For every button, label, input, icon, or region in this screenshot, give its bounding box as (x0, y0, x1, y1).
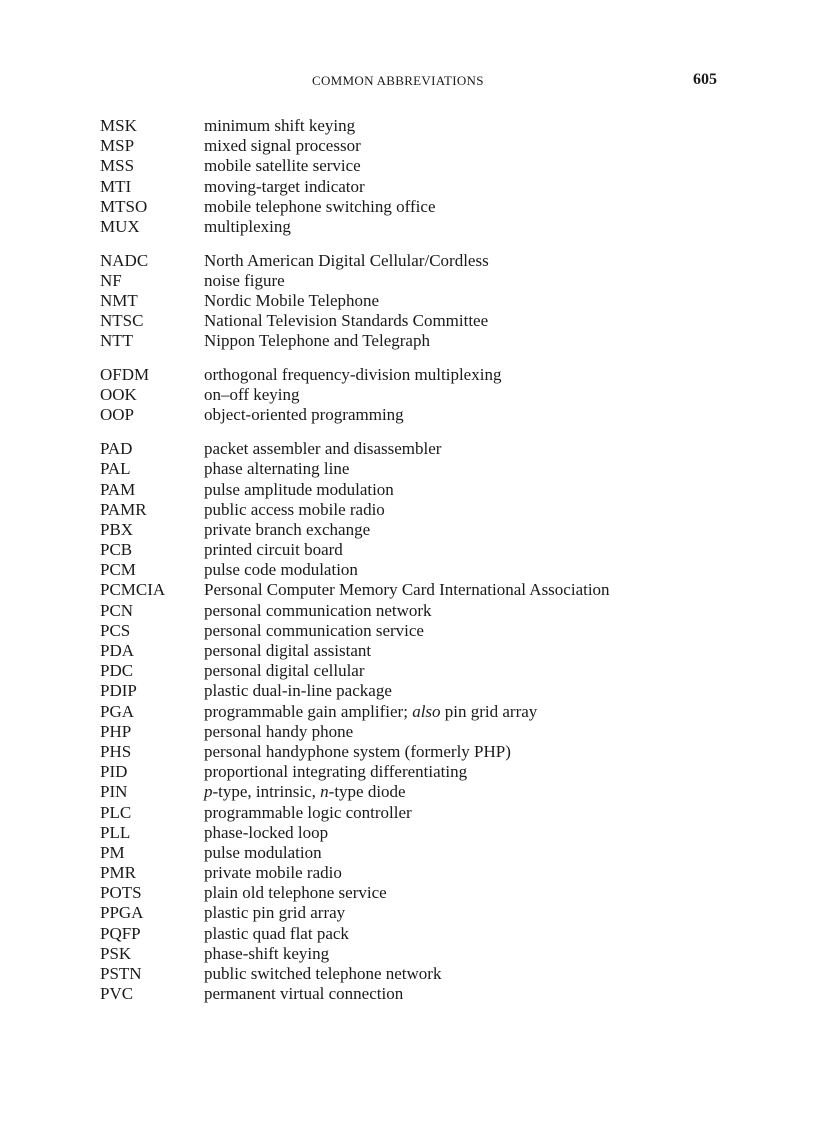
abbreviation-entry (100, 365, 760, 385)
abbreviation-term: MSS (100, 156, 135, 176)
abbreviation-definition: plastic quad flat pack (204, 923, 349, 943)
abbreviation-term: PAMR (100, 499, 147, 519)
abbreviation-definition: North American Digital Cellular/Cordless (204, 250, 489, 270)
abbreviation-entry (100, 197, 760, 217)
abbreviation-term: NF (100, 270, 122, 290)
abbreviation-entry (100, 782, 760, 802)
abbreviation-definition: mixed signal processor (204, 136, 361, 156)
abbreviation-definition: noise figure (204, 270, 285, 290)
page-number: 605 (693, 71, 717, 88)
abbreviation-entry (100, 843, 760, 863)
abbreviation-entry (100, 405, 760, 425)
abbreviation-definition: phase-locked loop (204, 822, 329, 842)
abbreviation-term: OOK (100, 385, 137, 405)
abbreviation-entry (100, 621, 760, 641)
abbreviation-entry (100, 291, 760, 311)
abbreviation-term: MUX (100, 216, 140, 236)
abbreviation-entry (100, 641, 760, 661)
abbreviation-definition: Nordic Mobile Telephone (204, 291, 380, 310)
abbreviation-definition: Personal Computer Memory Card International Association (204, 580, 610, 600)
abbreviation-definition: plain old telephone service (204, 883, 387, 903)
abbreviation-term: PIN (100, 782, 128, 802)
abbreviation-definition: object-oriented programming (204, 405, 404, 425)
abbreviation-definition: Nippon Telephone and Telegraph (204, 331, 430, 351)
definition-italic-part: p (204, 782, 213, 802)
abbreviation-list (100, 116, 760, 1018)
abbreviation-definition: packet assembler and disassembler (204, 439, 442, 459)
abbreviation-definition: personal digital assistant (204, 641, 372, 660)
definition-part: -type, intrinsic, (212, 782, 321, 802)
abbreviation-definition: personal communication service (204, 620, 424, 640)
abbreviation-term: OOP (100, 405, 135, 425)
abbreviation-definition: orthogonal frequency-division multiplexing (204, 365, 502, 385)
abbreviation-definition: public access mobile radio (204, 499, 385, 519)
abbreviation-entry (100, 540, 760, 560)
abbreviation-term: MTI (100, 176, 132, 196)
abbreviation-entry (100, 681, 760, 701)
abbreviation-group (100, 365, 760, 426)
abbreviation-definition: on–off keying (204, 385, 300, 405)
abbreviation-entry (100, 661, 760, 681)
abbreviation-entry (100, 331, 760, 351)
abbreviation-group (100, 439, 760, 1004)
abbreviation-definition: pulse amplitude modulation (204, 479, 394, 499)
abbreviation-term: PID (100, 762, 128, 782)
abbreviation-definition: public switched telephone network (204, 964, 442, 983)
abbreviation-term: PHP (100, 721, 132, 741)
abbreviation-entry (100, 722, 760, 742)
abbreviation-definition: plastic dual-in-line package (204, 681, 392, 701)
abbreviation-entry (100, 560, 760, 580)
abbreviation-entry (100, 580, 760, 600)
abbreviation-entry (100, 251, 760, 271)
abbreviation-definition: multiplexing (204, 216, 291, 236)
abbreviation-term: PSK (100, 943, 132, 963)
abbreviation-term: PAL (100, 459, 131, 479)
abbreviation-definition: mobile satellite service (204, 156, 361, 176)
abbreviation-group (100, 251, 760, 352)
abbreviation-entry (100, 500, 760, 520)
abbreviation-definition: personal digital cellular (204, 661, 365, 681)
abbreviation-entry (100, 439, 760, 459)
abbreviation-entry (100, 944, 760, 964)
abbreviation-term: PGA (100, 701, 135, 721)
abbreviation-term: NMT (100, 291, 138, 310)
abbreviation-entry (100, 984, 760, 1004)
abbreviation-term: PCN (100, 600, 134, 620)
abbreviation-term: PAD (100, 439, 133, 459)
abbreviation-entry (100, 177, 760, 197)
abbreviation-term: PHS (100, 741, 132, 761)
abbreviation-entry (100, 803, 760, 823)
abbreviation-entry (100, 520, 760, 540)
running-head (0, 73, 816, 93)
abbreviation-entry (100, 136, 760, 156)
abbreviation-definition: printed circuit board (204, 540, 343, 560)
abbreviation-definition: mobile telephone switching office (204, 196, 436, 216)
abbreviation-definition: permanent virtual connection (204, 984, 404, 1004)
abbreviation-entry (100, 883, 760, 903)
abbreviation-term: NTT (100, 331, 134, 351)
abbreviation-definition: minimum shift keying (204, 116, 356, 135)
abbreviation-term: MTSO (100, 196, 148, 216)
abbreviation-entry (100, 385, 760, 405)
abbreviation-term: PCMCIA (100, 580, 166, 600)
abbreviation-entry (100, 964, 760, 984)
abbreviation-definition: moving-target indicator (204, 176, 365, 196)
abbreviation-term: PDC (100, 661, 134, 681)
abbreviation-definition: pulse modulation (204, 842, 322, 862)
abbreviation-definition (204, 702, 760, 722)
abbreviation-term: NTSC (100, 311, 144, 331)
abbreviation-definition: pulse code modulation (204, 560, 358, 580)
abbreviation-term: MSP (100, 136, 135, 156)
abbreviation-definition: private mobile radio (204, 863, 342, 883)
abbreviation-definition: private branch exchange (204, 519, 371, 539)
abbreviation-entry (100, 271, 760, 291)
abbreviation-term: PDIP (100, 681, 137, 701)
abbreviation-definition: proportional integrating differentiating (204, 762, 468, 782)
abbreviation-term: PBX (100, 519, 134, 539)
abbreviation-term: PQFP (100, 923, 141, 943)
abbreviation-entry (100, 863, 760, 883)
abbreviation-term: PM (100, 842, 125, 862)
abbreviation-entry (100, 903, 760, 923)
abbreviation-term: NADC (100, 250, 149, 270)
abbreviation-definition: plastic pin grid array (204, 903, 346, 923)
abbreviation-entry (100, 762, 760, 782)
abbreviation-definition: personal handyphone system (formerly PHP) (204, 741, 511, 761)
abbreviation-entry (100, 116, 760, 136)
abbreviation-entry (100, 311, 760, 331)
abbreviation-definition: personal handy phone (204, 721, 354, 741)
abbreviation-definition: personal communication network (204, 600, 432, 620)
abbreviation-term: OFDM (100, 365, 150, 385)
running-title: COMMON ABBREVIATIONS (312, 73, 484, 88)
definition-part: programmable gain amplifier; (204, 701, 413, 721)
abbreviation-term: PVC (100, 984, 134, 1004)
abbreviation-entry (100, 702, 760, 722)
definition-part: pin grid array (440, 701, 538, 721)
abbreviation-entry (100, 823, 760, 843)
abbreviation-term: PPGA (100, 903, 144, 923)
abbreviation-definition: programmable logic controller (204, 802, 412, 822)
abbreviation-term: PMR (100, 863, 136, 883)
abbreviation-term: PCB (100, 540, 133, 560)
abbreviation-term: PCM (100, 560, 136, 580)
abbreviation-definition (204, 782, 760, 802)
definition-italic-part: also (412, 701, 441, 721)
abbreviation-term: PLL (100, 822, 131, 842)
definition-italic-part: n (320, 782, 329, 802)
abbreviation-term: PCS (100, 620, 131, 640)
abbreviation-term: PAM (100, 479, 136, 499)
definition-part: -type diode (328, 782, 406, 802)
abbreviation-group (100, 116, 760, 237)
abbreviation-entry (100, 480, 760, 500)
abbreviation-term: PDA (100, 641, 135, 660)
abbreviation-term: POTS (100, 883, 142, 903)
abbreviation-definition: phase alternating line (204, 459, 350, 479)
abbreviation-term: MSK (100, 116, 137, 135)
abbreviation-entry (100, 217, 760, 237)
abbreviation-entry (100, 459, 760, 479)
abbreviation-entry (100, 742, 760, 762)
abbreviation-term: PLC (100, 802, 132, 822)
abbreviation-entry (100, 156, 760, 176)
abbreviation-definition: National Television Standards Committee (204, 311, 489, 331)
abbreviation-entry (100, 601, 760, 621)
abbreviation-definition: phase-shift keying (204, 943, 330, 963)
abbreviation-term: PSTN (100, 964, 142, 983)
abbreviation-entry (100, 924, 760, 944)
